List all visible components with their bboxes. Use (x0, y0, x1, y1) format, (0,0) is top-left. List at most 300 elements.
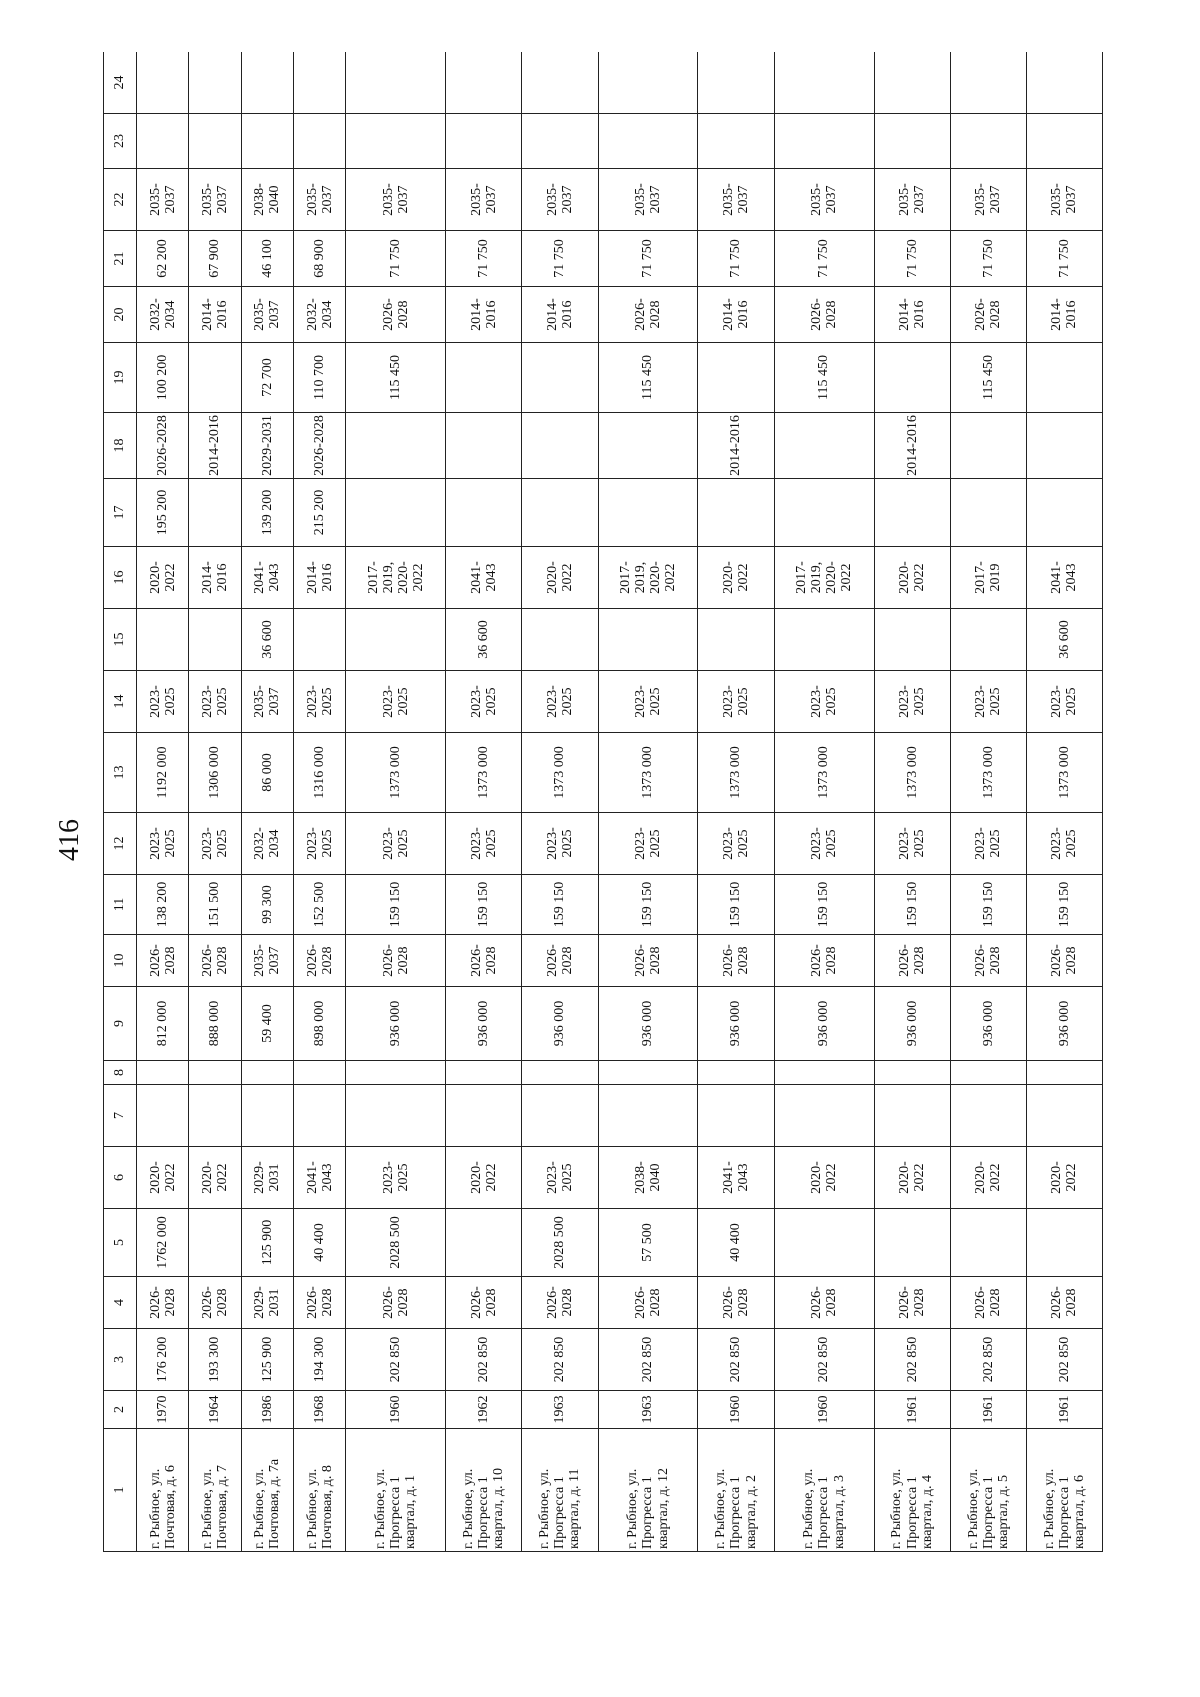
column-header: 21 (104, 231, 137, 287)
table-cell (774, 609, 874, 671)
table-cell: 193 300 (189, 1329, 241, 1391)
table-cell (241, 114, 293, 169)
table-cell: 2023-2025 (293, 671, 345, 733)
table-cell (598, 52, 698, 114)
table-cell (137, 1061, 189, 1085)
table-cell: 71 750 (446, 231, 522, 287)
table-cell: 68 900 (293, 231, 345, 287)
table-cell: 195 200 (137, 479, 189, 547)
table-cell: 2026-2028 (446, 935, 522, 987)
column-header: 17 (104, 479, 137, 547)
table-cell: 115 450 (950, 343, 1026, 413)
table-cell: 2023-2025 (137, 813, 189, 875)
table-cell: 2014-2016 (522, 287, 598, 343)
table-cell (950, 609, 1026, 671)
table-row (874, 52, 950, 1552)
table-cell (346, 1085, 446, 1147)
table-cell (137, 52, 189, 114)
table-row (774, 52, 874, 1552)
table-row (137, 52, 189, 1552)
table-cell (293, 1061, 345, 1085)
table-cell: 159 150 (446, 875, 522, 935)
table-row (346, 52, 446, 1552)
table-cell: 1373 000 (446, 733, 522, 813)
table-cell (598, 413, 698, 479)
table-cell: 59 400 (241, 987, 293, 1061)
table-cell: 202 850 (346, 1329, 446, 1391)
table-cell: 1963 (522, 1391, 598, 1429)
table-cell: 2026-2028 (950, 935, 1026, 987)
column-header: 23 (104, 114, 137, 169)
table-cell: 2020-2022 (950, 1147, 1026, 1209)
table-cell: 2026-2028 (950, 1277, 1026, 1329)
table-cell: 1964 (189, 1391, 241, 1429)
address-cell: г. Рыбное, ул. Почтовая, д. 8 (293, 1429, 345, 1552)
table-cell: 202 850 (446, 1329, 522, 1391)
table-cell (774, 52, 874, 114)
table-cell: 2020-2022 (189, 1147, 241, 1209)
address-cell: г. Рыбное, ул. Почтовая, д. 6 (137, 1429, 189, 1552)
column-header: 20 (104, 287, 137, 343)
table-cell: 2023-2025 (522, 671, 598, 733)
table-cell: 2020-2022 (874, 1147, 950, 1209)
table-cell: 2020-2022 (774, 1147, 874, 1209)
table-cell: 2038-2040 (598, 1147, 698, 1209)
table-cell (698, 52, 774, 114)
column-header: 16 (104, 547, 137, 609)
table-cell: 2014-2016 (874, 287, 950, 343)
table-cell: 936 000 (346, 987, 446, 1061)
table-cell: 2017-2019, 2020-2022 (598, 547, 698, 609)
table-cell (874, 1209, 950, 1277)
table-cell: 71 750 (774, 231, 874, 287)
table-cell: 67 900 (189, 231, 241, 287)
table-cell: 2023-2025 (1026, 813, 1102, 875)
table-cell: 2035-2037 (698, 169, 774, 231)
table-cell: 1970 (137, 1391, 189, 1429)
table-cell: 2035-2037 (522, 169, 598, 231)
table-cell: 2035-2037 (189, 169, 241, 231)
table-cell: 2023-2025 (698, 813, 774, 875)
table-cell: 936 000 (598, 987, 698, 1061)
table-cell: 2023-2025 (774, 671, 874, 733)
table-cell: 138 200 (137, 875, 189, 935)
table-cell: 2014-2016 (189, 413, 241, 479)
rotated-table-frame (103, 52, 1103, 1552)
table-cell (874, 1085, 950, 1147)
table-cell: 2014-2016 (189, 287, 241, 343)
table-cell: 936 000 (698, 987, 774, 1061)
table-cell: 2026-2028 (137, 413, 189, 479)
table-cell: 2026-2028 (522, 1277, 598, 1329)
table-cell: 2026-2028 (137, 935, 189, 987)
table-cell: 71 750 (698, 231, 774, 287)
address-cell: г. Рыбное, ул. Почтовая, д. 7а (241, 1429, 293, 1552)
table-cell (950, 1061, 1026, 1085)
table-cell (137, 609, 189, 671)
table-cell: 2035-2037 (950, 169, 1026, 231)
table-cell (950, 479, 1026, 547)
table-cell (1026, 1061, 1102, 1085)
table-cell (189, 114, 241, 169)
table-cell: 2038-2040 (241, 169, 293, 231)
table-cell: 2041-2043 (293, 1147, 345, 1209)
table-cell: 151 500 (189, 875, 241, 935)
table-cell: 2026-2028 (137, 1277, 189, 1329)
table-cell (698, 114, 774, 169)
table-cell: 36 600 (446, 609, 522, 671)
table-cell (698, 609, 774, 671)
table-cell: 215 200 (293, 479, 345, 547)
table-cell (950, 413, 1026, 479)
table-cell: 152 500 (293, 875, 345, 935)
table-cell: 2023-2025 (446, 671, 522, 733)
table-cell: 1962 (446, 1391, 522, 1429)
table-cell: 2020-2022 (522, 547, 598, 609)
column-header: 15 (104, 609, 137, 671)
column-header: 11 (104, 875, 137, 935)
table-cell: 1963 (598, 1391, 698, 1429)
table-cell: 2023-2025 (137, 671, 189, 733)
table-cell (522, 1061, 598, 1085)
table-cell (446, 413, 522, 479)
table-cell (598, 114, 698, 169)
table-cell (189, 1209, 241, 1277)
table-cell: 62 200 (137, 231, 189, 287)
table-cell: 2032-2034 (293, 287, 345, 343)
table-cell: 1986 (241, 1391, 293, 1429)
table-cell (774, 413, 874, 479)
table-cell: 2026-2028 (698, 935, 774, 987)
column-header: 8 (104, 1061, 137, 1085)
table-cell (698, 343, 774, 413)
table-cell (874, 52, 950, 114)
table-cell: 2032-2034 (137, 287, 189, 343)
address-cell: г. Рыбное, ул. Почтовая, д. 7 (189, 1429, 241, 1552)
header-row (104, 52, 137, 1552)
table-cell (446, 114, 522, 169)
table-cell: 1961 (874, 1391, 950, 1429)
table-cell: 202 850 (598, 1329, 698, 1391)
table-cell: 2026-2028 (774, 935, 874, 987)
table-cell: 2023-2025 (189, 671, 241, 733)
table-cell: 2041-2043 (1026, 547, 1102, 609)
table-cell: 202 850 (698, 1329, 774, 1391)
table-cell: 936 000 (950, 987, 1026, 1061)
table-cell (598, 479, 698, 547)
table-cell (293, 1085, 345, 1147)
table-cell: 72 700 (241, 343, 293, 413)
table-cell: 1373 000 (522, 733, 598, 813)
table-cell (522, 413, 598, 479)
address-cell: г. Рыбное, ул. Прогресса 1 квартал, д. 11 (522, 1429, 598, 1552)
table-cell: 2035-2037 (446, 169, 522, 231)
table-cell: 71 750 (522, 231, 598, 287)
table-cell: 2020-2022 (698, 547, 774, 609)
table-cell: 2028 500 (522, 1209, 598, 1277)
table-cell: 2014-2016 (874, 413, 950, 479)
table-cell: 1316 000 (293, 733, 345, 813)
table-cell (137, 1085, 189, 1147)
table-cell: 2026-2028 (346, 1277, 446, 1329)
table-cell: 2026-2028 (1026, 935, 1102, 987)
table-cell: 202 850 (522, 1329, 598, 1391)
table-cell (522, 114, 598, 169)
table-cell (774, 1085, 874, 1147)
table-cell (446, 343, 522, 413)
table-cell: 2041-2043 (698, 1147, 774, 1209)
table-cell: 936 000 (874, 987, 950, 1061)
table-cell: 2032-2034 (241, 813, 293, 875)
table-cell: 1762 000 (137, 1209, 189, 1277)
address-cell: г. Рыбное, ул. Прогресса 1 квартал, д. 2 (698, 1429, 774, 1552)
column-header: 4 (104, 1277, 137, 1329)
table-cell (598, 1061, 698, 1085)
address-cell: г. Рыбное, ул. Прогресса 1 квартал, д. 1 (346, 1429, 446, 1552)
table-cell (522, 343, 598, 413)
table-cell: 2023-2025 (874, 813, 950, 875)
table-cell: 2026-2028 (598, 1277, 698, 1329)
table-cell (950, 114, 1026, 169)
table-cell (346, 1061, 446, 1085)
table-cell: 1373 000 (950, 733, 1026, 813)
table-cell: 176 200 (137, 1329, 189, 1391)
table-cell: 2035-2037 (1026, 169, 1102, 231)
table-cell: 71 750 (346, 231, 446, 287)
table-cell: 2035-2037 (598, 169, 698, 231)
table-cell: 202 850 (950, 1329, 1026, 1391)
table-cell (346, 52, 446, 114)
table-cell: 2035-2037 (293, 169, 345, 231)
column-header: 5 (104, 1209, 137, 1277)
table-cell: 2041-2043 (446, 547, 522, 609)
table-cell: 2023-2025 (698, 671, 774, 733)
table-cell: 1373 000 (874, 733, 950, 813)
table-cell: 2026-2028 (1026, 1277, 1102, 1329)
table-cell: 2014-2016 (189, 547, 241, 609)
table-cell (874, 479, 950, 547)
table-cell (774, 1061, 874, 1085)
table-cell (241, 1061, 293, 1085)
table-cell (1026, 479, 1102, 547)
table-cell: 86 000 (241, 733, 293, 813)
table-cell (1026, 413, 1102, 479)
table-cell: 40 400 (293, 1209, 345, 1277)
table-cell: 936 000 (1026, 987, 1102, 1061)
table-cell: 1373 000 (774, 733, 874, 813)
table-cell: 46 100 (241, 231, 293, 287)
table-cell: 139 200 (241, 479, 293, 547)
table-cell (698, 1085, 774, 1147)
table-cell: 2020-2022 (446, 1147, 522, 1209)
table-cell: 57 500 (598, 1209, 698, 1277)
column-header: 19 (104, 343, 137, 413)
table-cell (598, 609, 698, 671)
table-cell: 2020-2022 (1026, 1147, 1102, 1209)
table-cell: 2026-2028 (522, 935, 598, 987)
table-cell: 2020-2022 (137, 1147, 189, 1209)
table-cell: 36 600 (241, 609, 293, 671)
table-cell: 2017-2019, 2020-2022 (346, 547, 446, 609)
table-cell: 159 150 (698, 875, 774, 935)
column-header: 13 (104, 733, 137, 813)
table-cell: 2035-2037 (241, 935, 293, 987)
table-cell (346, 114, 446, 169)
table-cell: 1373 000 (346, 733, 446, 813)
table-cell: 2026-2028 (293, 1277, 345, 1329)
table-cell (874, 114, 950, 169)
table-cell: 2026-2028 (293, 413, 345, 479)
column-header: 9 (104, 987, 137, 1061)
column-header: 22 (104, 169, 137, 231)
table-cell: 2017-2019 (950, 547, 1026, 609)
table-cell: 2035-2037 (774, 169, 874, 231)
table-cell (1026, 1209, 1102, 1277)
column-header: 3 (104, 1329, 137, 1391)
table-cell (189, 52, 241, 114)
table-cell (598, 1085, 698, 1147)
table-cell: 2026-2028 (446, 1277, 522, 1329)
table-cell: 159 150 (598, 875, 698, 935)
table-cell: 159 150 (874, 875, 950, 935)
table-cell: 2023-2025 (293, 813, 345, 875)
table-cell: 2028 500 (346, 1209, 446, 1277)
data-table (103, 52, 1103, 1552)
table-cell: 2023-2025 (522, 1147, 598, 1209)
table-cell (293, 609, 345, 671)
table-cell: 2026-2028 (774, 287, 874, 343)
column-header: 10 (104, 935, 137, 987)
page-number: 416 (54, 819, 85, 861)
table-cell (1026, 343, 1102, 413)
table-cell (446, 1209, 522, 1277)
table-cell (1026, 1085, 1102, 1147)
table-cell (189, 479, 241, 547)
table-cell: 2014-2016 (446, 287, 522, 343)
table-cell: 2026-2028 (293, 935, 345, 987)
table-cell: 1961 (950, 1391, 1026, 1429)
table-cell (189, 609, 241, 671)
table-cell: 2026-2028 (874, 935, 950, 987)
table-cell: 71 750 (1026, 231, 1102, 287)
table-cell: 2023-2025 (446, 813, 522, 875)
table-row (293, 52, 345, 1552)
table-cell: 202 850 (874, 1329, 950, 1391)
table-cell: 36 600 (1026, 609, 1102, 671)
table-cell (698, 1061, 774, 1085)
table-row (1026, 52, 1102, 1552)
table-cell (293, 52, 345, 114)
table-cell (241, 52, 293, 114)
column-header: 12 (104, 813, 137, 875)
table-cell: 1960 (698, 1391, 774, 1429)
table-cell: 2026-2028 (774, 1277, 874, 1329)
table-cell: 2035-2037 (137, 169, 189, 231)
table-cell (774, 479, 874, 547)
table-cell: 2023-2025 (522, 813, 598, 875)
column-header: 24 (104, 52, 137, 114)
table-cell: 202 850 (1026, 1329, 1102, 1391)
table-cell: 2014-2016 (698, 413, 774, 479)
table-cell: 2020-2022 (874, 547, 950, 609)
table-cell (1026, 52, 1102, 114)
table-cell: 2023-2025 (598, 813, 698, 875)
table-cell: 100 200 (137, 343, 189, 413)
table-cell: 159 150 (346, 875, 446, 935)
table-cell: 2023-2025 (346, 671, 446, 733)
table-row (522, 52, 598, 1552)
table-cell: 2023-2025 (774, 813, 874, 875)
table-cell: 936 000 (446, 987, 522, 1061)
table-cell: 40 400 (698, 1209, 774, 1277)
table-cell: 888 000 (189, 987, 241, 1061)
table-cell: 2029-2031 (241, 413, 293, 479)
table-cell (774, 114, 874, 169)
table-cell (446, 1085, 522, 1147)
table-cell: 1373 000 (1026, 733, 1102, 813)
table-cell: 2041-2043 (241, 547, 293, 609)
column-header: 18 (104, 413, 137, 479)
column-header: 7 (104, 1085, 137, 1147)
table-cell (293, 114, 345, 169)
table-cell: 159 150 (1026, 875, 1102, 935)
table-cell: 71 750 (950, 231, 1026, 287)
table-cell (522, 479, 598, 547)
table-cell: 2023-2025 (189, 813, 241, 875)
table-container (103, 52, 1103, 1552)
table-cell: 936 000 (774, 987, 874, 1061)
table-cell: 2035-2037 (874, 169, 950, 231)
table-cell: 2023-2025 (346, 813, 446, 875)
table-cell: 2017-2019, 2020-2022 (774, 547, 874, 609)
table-cell (698, 479, 774, 547)
table-cell (950, 52, 1026, 114)
table-cell: 1373 000 (698, 733, 774, 813)
column-header: 1 (104, 1429, 137, 1552)
table-cell: 2026-2028 (874, 1277, 950, 1329)
table-cell: 115 450 (774, 343, 874, 413)
table-cell (137, 114, 189, 169)
table-cell: 2029-2031 (241, 1147, 293, 1209)
table-row (189, 52, 241, 1552)
table-cell: 812 000 (137, 987, 189, 1061)
table-cell: 2026-2028 (346, 935, 446, 987)
table-cell: 2023-2025 (950, 671, 1026, 733)
table-cell: 99 300 (241, 875, 293, 935)
table-cell: 71 750 (874, 231, 950, 287)
table-cell (522, 52, 598, 114)
table-cell: 159 150 (522, 875, 598, 935)
table-cell: 2026-2028 (598, 287, 698, 343)
table-cell: 898 000 (293, 987, 345, 1061)
table-cell (189, 343, 241, 413)
table-cell (241, 1085, 293, 1147)
table-cell: 2026-2028 (189, 935, 241, 987)
table-cell (189, 1085, 241, 1147)
table-cell: 1960 (774, 1391, 874, 1429)
table-cell (189, 1061, 241, 1085)
table-cell: 1192 000 (137, 733, 189, 813)
table-cell: 936 000 (522, 987, 598, 1061)
table-cell: 2026-2028 (950, 287, 1026, 343)
address-cell: г. Рыбное, ул. Прогресса 1 квартал, д. 3 (774, 1429, 874, 1552)
table-cell: 1373 000 (598, 733, 698, 813)
table-cell (346, 609, 446, 671)
table-row (241, 52, 293, 1552)
table-cell: 2026-2028 (189, 1277, 241, 1329)
table-cell: 2023-2025 (346, 1147, 446, 1209)
table-cell: 2023-2025 (598, 671, 698, 733)
